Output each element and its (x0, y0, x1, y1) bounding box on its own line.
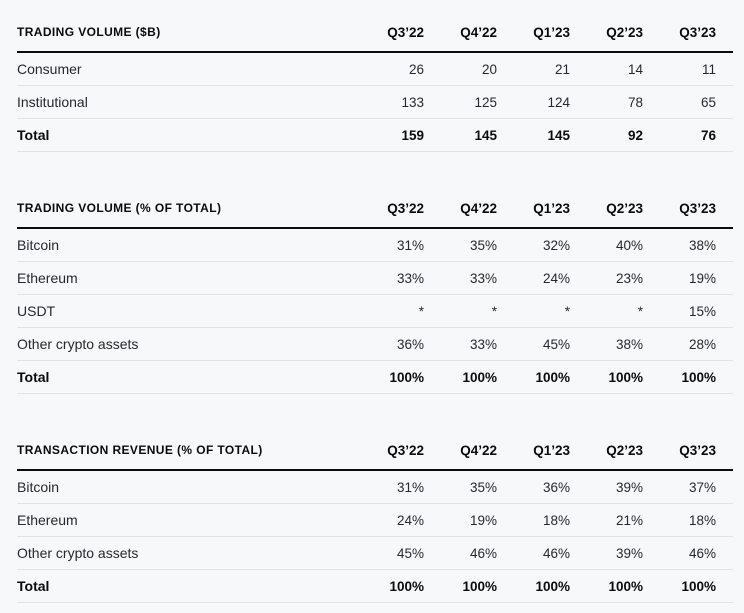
cell-value: 65 (643, 86, 733, 119)
row-label: Institutional (17, 86, 351, 119)
cell-value: 23% (570, 262, 643, 295)
cell-value: 46% (643, 537, 733, 570)
table-row-bitcoin (17, 228, 733, 262)
cell-value: 15% (643, 295, 733, 328)
cell-value: 40% (570, 228, 643, 262)
cell-value: * (570, 295, 643, 328)
column-header-q223: Q2’23 (570, 190, 643, 228)
cell-value: 31% (351, 470, 424, 504)
cell-value: 124 (497, 86, 570, 119)
row-label: Total (17, 119, 351, 152)
table-header-row (17, 190, 733, 228)
cell-value: 46% (424, 537, 497, 570)
cell-value: 19% (424, 504, 497, 537)
table-row-ethereum (17, 262, 733, 295)
table-row-other-crypto (17, 537, 733, 570)
column-header-q223: Q2’23 (570, 432, 643, 470)
column-header-q322: Q3’22 (351, 432, 424, 470)
row-label: Bitcoin (17, 228, 351, 262)
cell-value: 92 (570, 119, 643, 152)
cell-value: 35% (424, 228, 497, 262)
table-row-total (17, 119, 733, 152)
table-title: TRANSACTION REVENUE (% OF TOTAL) (17, 432, 351, 470)
row-label: Other crypto assets (17, 328, 351, 361)
column-header-q323: Q3’23 (643, 432, 733, 470)
cell-value: 35% (424, 470, 497, 504)
cell-value: 39% (570, 470, 643, 504)
trading-volume-pct-table (17, 190, 733, 394)
cell-value: 100% (570, 361, 643, 394)
cell-value: 14 (570, 52, 643, 86)
cell-value: 38% (570, 328, 643, 361)
cell-value: 37% (643, 470, 733, 504)
cell-value: 133 (351, 86, 424, 119)
cell-value: 78 (570, 86, 643, 119)
cell-value: 18% (497, 504, 570, 537)
cell-value: 45% (497, 328, 570, 361)
cell-value: 100% (643, 361, 733, 394)
cell-value: * (497, 295, 570, 328)
column-header-q123: Q1’23 (497, 190, 570, 228)
cell-value: 100% (351, 570, 424, 603)
cell-value: 145 (424, 119, 497, 152)
column-header-q322: Q3’22 (351, 190, 424, 228)
cell-value: 100% (643, 570, 733, 603)
cell-value: 100% (570, 570, 643, 603)
table-row-institutional (17, 86, 733, 119)
cell-value: 36% (497, 470, 570, 504)
cell-value: 20 (424, 52, 497, 86)
column-header-q323: Q3’23 (643, 14, 733, 52)
cell-value: * (424, 295, 497, 328)
row-label: Other crypto assets (17, 537, 351, 570)
cell-value: 76 (643, 119, 733, 152)
cell-value: 24% (497, 262, 570, 295)
cell-value: 19% (643, 262, 733, 295)
cell-value: 100% (424, 570, 497, 603)
column-header-q422: Q4’22 (424, 190, 497, 228)
table-row-total (17, 361, 733, 394)
column-header-q323: Q3’23 (643, 190, 733, 228)
cell-value: 18% (643, 504, 733, 537)
cell-value: 45% (351, 537, 424, 570)
table-row-ethereum (17, 504, 733, 537)
cell-value: 31% (351, 228, 424, 262)
cell-value: 38% (643, 228, 733, 262)
cell-value: 100% (497, 570, 570, 603)
row-label: USDT (17, 295, 351, 328)
cell-value: 100% (424, 361, 497, 394)
table-row-usdt (17, 295, 733, 328)
cell-value: 28% (643, 328, 733, 361)
table-title: TRADING VOLUME ($B) (17, 14, 351, 52)
cell-value: 26 (351, 52, 424, 86)
transaction-revenue-pct-table (17, 432, 733, 603)
cell-value: 100% (351, 361, 424, 394)
table-title: TRADING VOLUME (% OF TOTAL) (17, 190, 351, 228)
trading-volume-table (17, 14, 733, 152)
row-label: Total (17, 570, 351, 603)
cell-value: 39% (570, 537, 643, 570)
table-row-total (17, 570, 733, 603)
cell-value: 33% (424, 328, 497, 361)
table-row-bitcoin (17, 470, 733, 504)
row-label: Ethereum (17, 262, 351, 295)
cell-value: 33% (351, 262, 424, 295)
column-header-q223: Q2’23 (570, 14, 643, 52)
table-row-consumer (17, 52, 733, 86)
cell-value: 21 (497, 52, 570, 86)
cell-value: 24% (351, 504, 424, 537)
cell-value: 32% (497, 228, 570, 262)
cell-value: 125 (424, 86, 497, 119)
column-header-q123: Q1’23 (497, 14, 570, 52)
cell-value: 46% (497, 537, 570, 570)
cell-value: 36% (351, 328, 424, 361)
table-header-row (17, 14, 733, 52)
table-header-row (17, 432, 733, 470)
column-header-q422: Q4’22 (424, 432, 497, 470)
cell-value: 145 (497, 119, 570, 152)
cell-value: 11 (643, 52, 733, 86)
cell-value: 33% (424, 262, 497, 295)
cell-value: 21% (570, 504, 643, 537)
row-label: Total (17, 361, 351, 394)
row-label: Ethereum (17, 504, 351, 537)
column-header-q422: Q4’22 (424, 14, 497, 52)
cell-value: 159 (351, 119, 424, 152)
column-header-q123: Q1’23 (497, 432, 570, 470)
row-label: Bitcoin (17, 470, 351, 504)
cell-value: 100% (497, 361, 570, 394)
cell-value: * (351, 295, 424, 328)
column-header-q322: Q3’22 (351, 14, 424, 52)
row-label: Consumer (17, 52, 351, 86)
table-row-other-crypto (17, 328, 733, 361)
